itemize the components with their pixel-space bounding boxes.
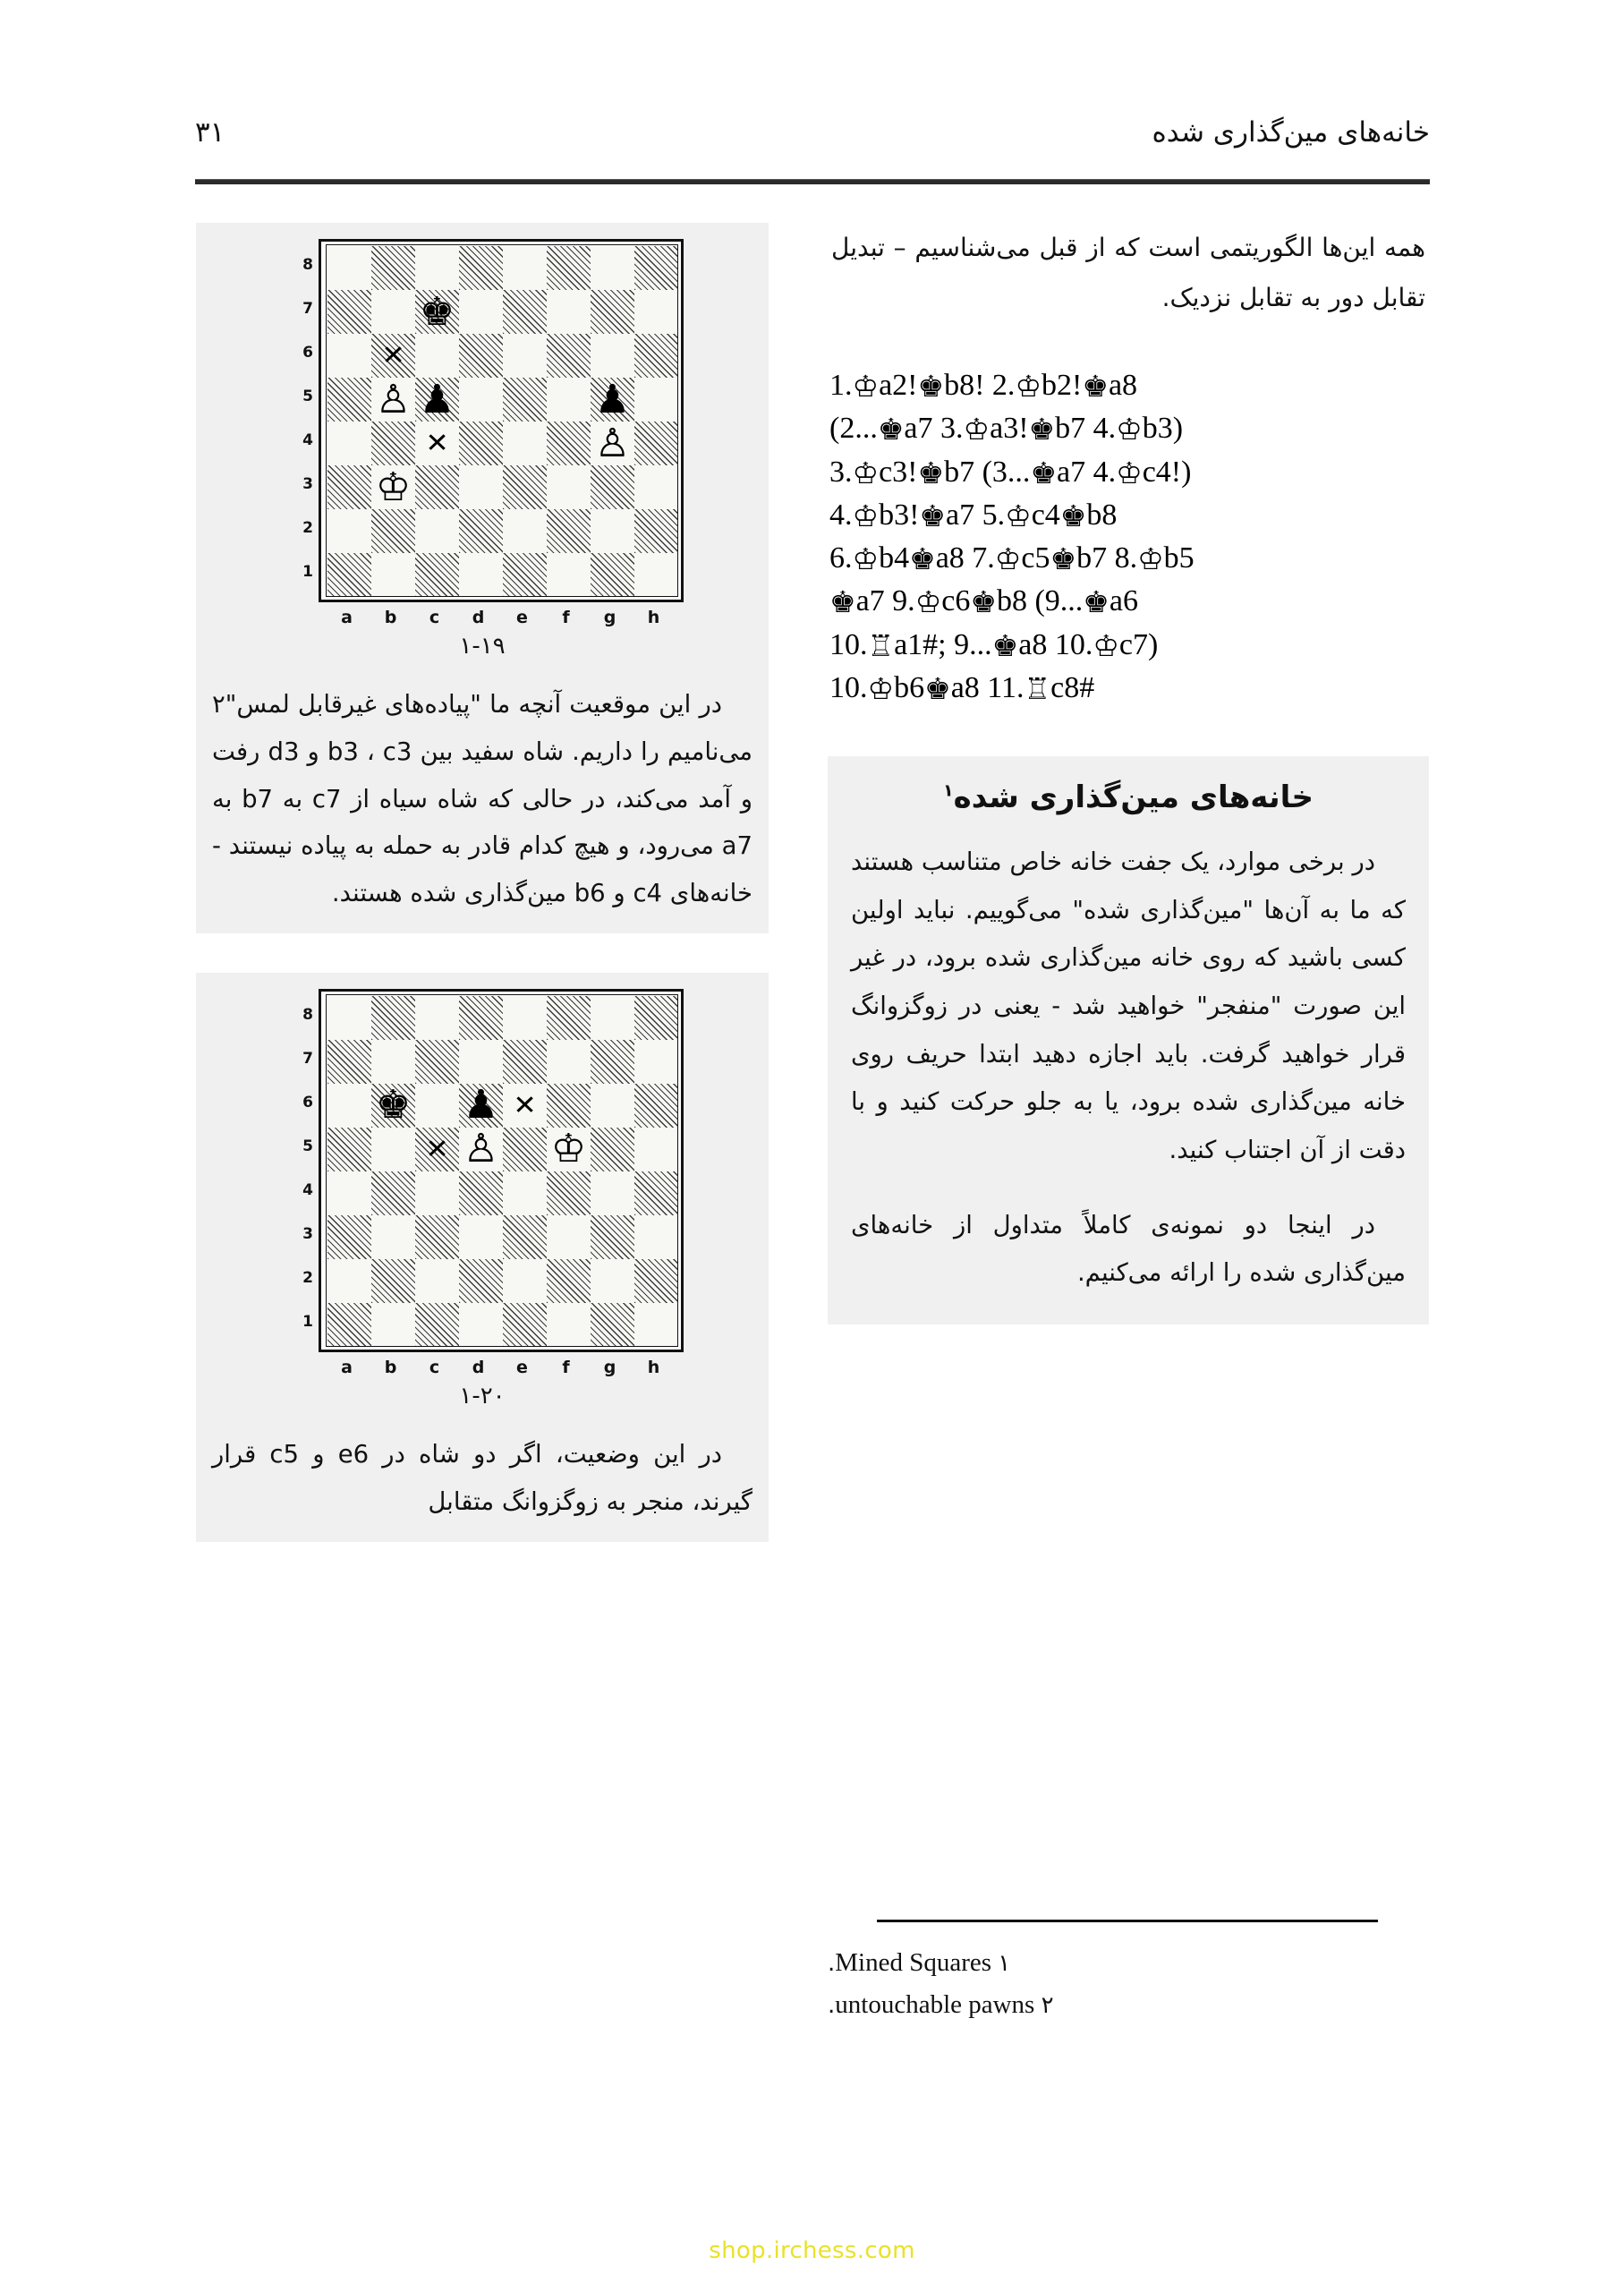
board-square <box>634 1171 678 1215</box>
move-text: 10. <box>829 670 868 704</box>
footnote-list <box>828 1942 1378 2026</box>
board-square <box>459 246 503 290</box>
file-label: f <box>562 608 570 627</box>
black-king-icon: ♚ <box>1083 584 1110 620</box>
board-square <box>634 1215 678 1259</box>
left-paragraph-1: در این موقعیت آنچه ما "پیاده‌های غیرقابل لمس"۲ می‌نامیم را داریم. شاه سفید بین b3 ، c3 و d3 رفت و آمد می‌کند، در حالی که شاه سیاه از c7 به b7 به a7 می‌رود، و هیچ کدام قادر به حمله به پیاده نیستند - خانه‌های c4 و b6 مین‌گذاری شده هستند. <box>212 690 753 908</box>
footnote-text: untouchable pawns <box>835 1989 1042 2019</box>
board-square <box>415 1040 459 1084</box>
board-square <box>634 1040 678 1084</box>
move-text: b3! <box>879 498 920 532</box>
move-text: c8# <box>1050 670 1095 704</box>
diagram-1 <box>196 223 769 627</box>
move-text: b7 4. <box>1055 412 1117 446</box>
board-square <box>591 378 634 422</box>
board-square <box>459 509 503 553</box>
board-square <box>371 246 415 290</box>
file-label: c <box>429 608 440 627</box>
board-square <box>327 1128 371 1171</box>
diagram-1-file-labels <box>322 602 682 629</box>
board-square <box>415 1171 459 1215</box>
board-square <box>371 553 415 597</box>
board-square <box>371 1040 415 1084</box>
board-square <box>371 1215 415 1259</box>
board-square <box>415 553 459 597</box>
board-square <box>327 1215 371 1259</box>
intro-paragraph: همه این‌ها الگوریتمی است که از قبل می‌شناسیم – تبدیل تقابل دور به تقابل نزدیک. <box>831 233 1425 312</box>
right-column <box>828 223 1429 1324</box>
rank-label: 2 <box>302 1268 313 1287</box>
board-square <box>591 465 634 509</box>
board-square <box>415 1259 459 1303</box>
white-king-icon: ♔ <box>963 412 991 447</box>
page-number: ۳۱ <box>195 116 225 149</box>
rank-label: 3 <box>302 1224 313 1243</box>
board-square <box>327 246 371 290</box>
rank-label: 8 <box>302 256 313 274</box>
board-square <box>591 1215 634 1259</box>
black-king-icon: ♚ <box>1059 498 1087 533</box>
move-text: c3! <box>879 455 918 489</box>
header-rule <box>195 179 1430 184</box>
board-square <box>547 246 591 290</box>
board-square <box>371 996 415 1040</box>
move-line <box>829 624 1427 667</box>
board-square <box>591 1084 634 1128</box>
board-square <box>634 334 678 378</box>
rank-label: 6 <box>302 344 313 362</box>
board-square <box>327 334 371 378</box>
rank-label: 1 <box>302 563 313 581</box>
move-line <box>829 494 1427 537</box>
section-paragraph: در اینجا دو نمونه‌ی کاملاً متداول از خانه‌های مین‌گذاری شده را ارائه می‌کنیم. <box>851 1210 1406 1288</box>
board-square <box>415 996 459 1040</box>
footnote-rule <box>877 1920 1378 1922</box>
white-pawn: ♙ <box>594 420 631 466</box>
diagram-1-board <box>326 244 678 597</box>
rank-label: 4 <box>302 1180 313 1199</box>
board-square <box>634 465 678 509</box>
board-square <box>503 553 547 597</box>
board-square <box>503 1259 547 1303</box>
file-label: h <box>647 608 660 627</box>
black-king: ♚ <box>419 288 455 335</box>
move-text: c4!) <box>1142 455 1192 489</box>
white-king-icon: ♔ <box>1005 498 1032 533</box>
file-label: f <box>562 1357 570 1377</box>
board-square <box>634 1084 678 1128</box>
board-square <box>503 334 547 378</box>
move-text: a8 10. <box>1018 627 1093 661</box>
rook-icon: ♖ <box>867 627 895 663</box>
watermark: shop.irchess.com <box>709 2237 915 2264</box>
move-text: c7) <box>1118 627 1159 661</box>
board-square <box>503 1171 547 1215</box>
move-text: a7 3. <box>904 412 964 446</box>
move-text: b7 8. <box>1076 541 1138 575</box>
white-king: ♔ <box>550 1126 587 1172</box>
board-square <box>371 422 415 465</box>
board-square <box>459 1040 503 1084</box>
black-pawn: ♟ <box>594 376 631 422</box>
black-king-icon: ♚ <box>970 584 997 620</box>
move-text: c6 <box>941 584 971 618</box>
board-square <box>591 1040 634 1084</box>
move-line <box>829 451 1427 494</box>
white-king-icon: ♔ <box>852 369 880 404</box>
white-king-icon: ♔ <box>994 541 1022 577</box>
board-square <box>327 1303 371 1347</box>
black-king-icon: ♚ <box>877 412 905 447</box>
move-text: a8 7. <box>935 541 995 575</box>
board-square <box>459 1303 503 1347</box>
board-square <box>634 1303 678 1347</box>
board-square <box>634 378 678 422</box>
move-text: 6. <box>829 541 853 575</box>
board-square <box>415 509 459 553</box>
rank-label: 1 <box>302 1312 313 1331</box>
move-text: 1. <box>829 369 853 402</box>
board-square <box>634 290 678 334</box>
board-square <box>547 334 591 378</box>
board-square <box>371 378 415 422</box>
move-text: b5 <box>1163 541 1195 575</box>
board-square <box>327 996 371 1040</box>
board-square <box>591 1303 634 1347</box>
board-square <box>591 509 634 553</box>
board-square <box>371 1084 415 1128</box>
rank-label: 8 <box>302 1005 313 1024</box>
black-king: ♚ <box>375 1082 412 1128</box>
board-square <box>591 290 634 334</box>
section-title-footnote-marker: ۱ <box>943 780 954 801</box>
rank-label: 6 <box>302 1093 313 1111</box>
board-square <box>591 1128 634 1171</box>
board-square <box>415 334 459 378</box>
board-square <box>634 422 678 465</box>
move-text: (2... <box>829 412 878 446</box>
board-square <box>459 1084 503 1128</box>
board-square <box>591 246 634 290</box>
move-text: 3. <box>829 455 853 489</box>
black-king-icon: ♚ <box>991 627 1019 663</box>
board-square <box>371 1128 415 1171</box>
board-square <box>634 553 678 597</box>
white-king-icon: ♔ <box>1116 455 1143 490</box>
board-square <box>415 1084 459 1128</box>
diagram-2-caption: ۱-۲۰ <box>459 1382 506 1410</box>
board-square <box>547 378 591 422</box>
white-king-icon: ♔ <box>1116 412 1143 447</box>
white-king-icon: ♔ <box>1015 369 1042 404</box>
board-square <box>547 1215 591 1259</box>
file-label: b <box>384 1357 397 1377</box>
board-square <box>591 1259 634 1303</box>
file-label: g <box>603 608 616 627</box>
board-square <box>459 1128 503 1171</box>
board-square <box>547 1259 591 1303</box>
move-text: a7 5. <box>946 498 1006 532</box>
black-king-icon: ♚ <box>1082 369 1109 404</box>
board-square <box>591 422 634 465</box>
board-square <box>415 290 459 334</box>
board-square <box>634 996 678 1040</box>
file-label: h <box>647 1357 660 1377</box>
rank-label: 5 <box>302 1137 313 1155</box>
running-head-title: خانه‌های مین‌گذاری شده <box>1152 116 1430 149</box>
board-square <box>503 1215 547 1259</box>
rank-label: 3 <box>302 475 313 493</box>
move-text: b8! 2. <box>944 369 1016 402</box>
diagram-1-rank-labels <box>281 242 317 600</box>
board-square <box>503 509 547 553</box>
board-square <box>327 1171 371 1215</box>
white-pawn: ♙ <box>463 1126 499 1172</box>
board-square <box>327 1084 371 1128</box>
footnote-item <box>828 1942 1378 1984</box>
file-label: d <box>472 608 485 627</box>
board-square <box>634 1259 678 1303</box>
rank-label: 7 <box>302 1049 313 1068</box>
file-label: e <box>516 608 528 627</box>
move-line <box>829 580 1427 623</box>
board-square <box>371 1259 415 1303</box>
move-text: a8 11. <box>950 670 1025 704</box>
move-text: a6 <box>1109 584 1138 618</box>
board-square <box>634 1128 678 1171</box>
board-square <box>459 996 503 1040</box>
diagram-2 <box>196 973 769 1377</box>
running-head <box>195 116 1430 170</box>
mined-square-mark: ✕ <box>381 340 405 371</box>
board-square <box>591 996 634 1040</box>
board-square <box>503 996 547 1040</box>
move-text: c4 <box>1031 498 1060 532</box>
move-text: b6 <box>894 670 925 704</box>
move-text: b7 (3... <box>944 455 1031 489</box>
diagram-2-panel <box>196 973 769 1542</box>
diagram-1-caption: ۱-۱۹ <box>459 633 506 660</box>
board-square <box>503 1303 547 1347</box>
white-king-icon: ♔ <box>1137 541 1164 577</box>
board-square <box>547 1171 591 1215</box>
diagram-2-board <box>326 994 678 1347</box>
move-text: 4. <box>829 498 853 532</box>
white-king-icon: ♔ <box>852 498 880 533</box>
rank-label: 2 <box>302 519 313 537</box>
board-square <box>503 378 547 422</box>
move-text: a7 9. <box>855 584 915 618</box>
board-square <box>547 553 591 597</box>
board-square <box>547 1040 591 1084</box>
move-text: b3) <box>1142 412 1184 446</box>
move-line <box>829 364 1427 407</box>
file-label: c <box>429 1357 440 1377</box>
move-text: b8 <box>1086 498 1118 532</box>
board-square <box>459 422 503 465</box>
board-square <box>634 509 678 553</box>
board-square <box>503 246 547 290</box>
mined-square-mark: ✕ <box>513 1089 537 1121</box>
mined-squares-section <box>828 756 1429 1324</box>
black-king-icon: ♚ <box>909 541 936 577</box>
white-king-icon: ♔ <box>867 670 895 706</box>
black-pawn: ♟ <box>463 1082 499 1128</box>
board-square <box>547 290 591 334</box>
board-square <box>459 290 503 334</box>
board-square <box>327 465 371 509</box>
move-text: b4 <box>879 541 910 575</box>
black-king-icon: ♚ <box>1028 412 1056 447</box>
move-notation <box>828 364 1429 710</box>
black-king-icon: ♚ <box>829 584 856 620</box>
board-square <box>459 465 503 509</box>
rank-label: 5 <box>302 388 313 405</box>
move-line <box>829 537 1427 580</box>
black-king-icon: ♚ <box>917 369 945 404</box>
board-square <box>503 422 547 465</box>
move-text: b2! <box>1042 369 1083 402</box>
move-line <box>829 407 1427 450</box>
move-text: a2! <box>879 369 918 402</box>
file-label: g <box>603 1357 616 1377</box>
board-square <box>327 509 371 553</box>
file-label: a <box>341 1357 353 1377</box>
black-king-icon: ♚ <box>1050 541 1077 577</box>
board-square <box>547 1303 591 1347</box>
section-paragraph: در برخی موارد، یک جفت خانه خاص متناسب هستند که ما به آن‌ها "مین‌گذاری شده" می‌گوییم. نباید اولین کسی باشید که روی خانه مین‌گذاری شده برود، در غیر این صورت "منفجر" خواهید شد - یعنی در زوگزوانگ قرار خواهید گرفت. باید اجازه دهید ابتدا حریف روی خانه مین‌گذاری شده برود، یا به جلو حرکت کنید و با دقت از آن اجتناب کنید. <box>851 847 1406 1164</box>
board-square <box>327 553 371 597</box>
black-king-icon: ♚ <box>1030 455 1058 490</box>
rank-label: 4 <box>302 431 313 449</box>
white-pawn: ♙ <box>375 376 412 422</box>
rank-label: 7 <box>302 300 313 318</box>
board-square <box>459 553 503 597</box>
board-square <box>371 1171 415 1215</box>
board-square <box>415 1303 459 1347</box>
move-text: a1#; 9... <box>894 627 992 661</box>
white-king-icon: ♔ <box>1093 627 1119 663</box>
board-square <box>459 334 503 378</box>
board-square <box>459 1215 503 1259</box>
rook-icon: ♖ <box>1024 670 1051 706</box>
board-square <box>327 290 371 334</box>
board-square <box>327 378 371 422</box>
board-square <box>591 334 634 378</box>
board-square <box>371 1303 415 1347</box>
left-column <box>196 223 769 1542</box>
file-label: d <box>472 1357 485 1377</box>
white-king: ♔ <box>375 464 412 510</box>
section-title <box>851 779 1406 815</box>
move-line <box>829 667 1427 710</box>
board-square <box>547 422 591 465</box>
black-king-icon: ♚ <box>919 498 947 533</box>
board-square <box>371 465 415 509</box>
black-king-icon: ♚ <box>924 670 951 706</box>
board-square <box>327 422 371 465</box>
board-square <box>327 1040 371 1084</box>
left-paragraph-2: در این وضعیت، اگر دو شاه در e6 و c5 قرار گیرند، منجر به زوگزوانگ متقابل <box>212 1439 752 1516</box>
board-square <box>547 1084 591 1128</box>
board-square <box>634 246 678 290</box>
move-text: a8 <box>1108 369 1138 402</box>
move-text: a3! <box>990 412 1029 446</box>
white-king-icon: ♔ <box>852 541 880 577</box>
board-square <box>503 290 547 334</box>
mined-square-mark: ✕ <box>425 428 449 459</box>
file-label: e <box>516 1357 528 1377</box>
board-square <box>591 1171 634 1215</box>
footnote-text: Mined Squares <box>835 1948 999 1977</box>
white-king-icon: ♔ <box>914 584 942 620</box>
board-square <box>547 509 591 553</box>
board-square <box>415 246 459 290</box>
section-title-text: خانه‌های مین‌گذاری شده <box>953 779 1314 816</box>
board-square <box>371 509 415 553</box>
diagram-2-file-labels <box>322 1352 682 1379</box>
board-square <box>327 1259 371 1303</box>
move-text: c5 <box>1021 541 1050 575</box>
file-label: b <box>384 608 397 627</box>
file-label: a <box>341 608 353 627</box>
board-square <box>547 465 591 509</box>
mined-square-mark: ✕ <box>425 1133 449 1165</box>
board-square <box>371 290 415 334</box>
board-square <box>591 553 634 597</box>
board-square <box>459 1259 503 1303</box>
board-square <box>547 996 591 1040</box>
diagram-2-rank-labels <box>281 992 317 1350</box>
white-king-icon: ♔ <box>852 455 880 490</box>
board-square <box>415 465 459 509</box>
black-king-icon: ♚ <box>917 455 945 490</box>
move-text: 10. <box>829 627 868 661</box>
board-square <box>547 1128 591 1171</box>
board-square <box>415 378 459 422</box>
board-square <box>459 378 503 422</box>
move-text: a7 4. <box>1057 455 1117 489</box>
footnote-number: ۲. <box>828 1991 1054 2019</box>
footnote-number: ۱. <box>828 1950 1011 1977</box>
board-square <box>503 1040 547 1084</box>
board-square <box>503 1128 547 1171</box>
board-square <box>415 1215 459 1259</box>
board-square <box>503 465 547 509</box>
black-pawn: ♟ <box>419 376 455 422</box>
board-square <box>459 1171 503 1215</box>
diagram-1-panel <box>196 223 769 933</box>
move-text: b8 (9... <box>996 584 1084 618</box>
section-body <box>851 839 1406 1298</box>
footnote-item <box>828 1984 1378 2026</box>
